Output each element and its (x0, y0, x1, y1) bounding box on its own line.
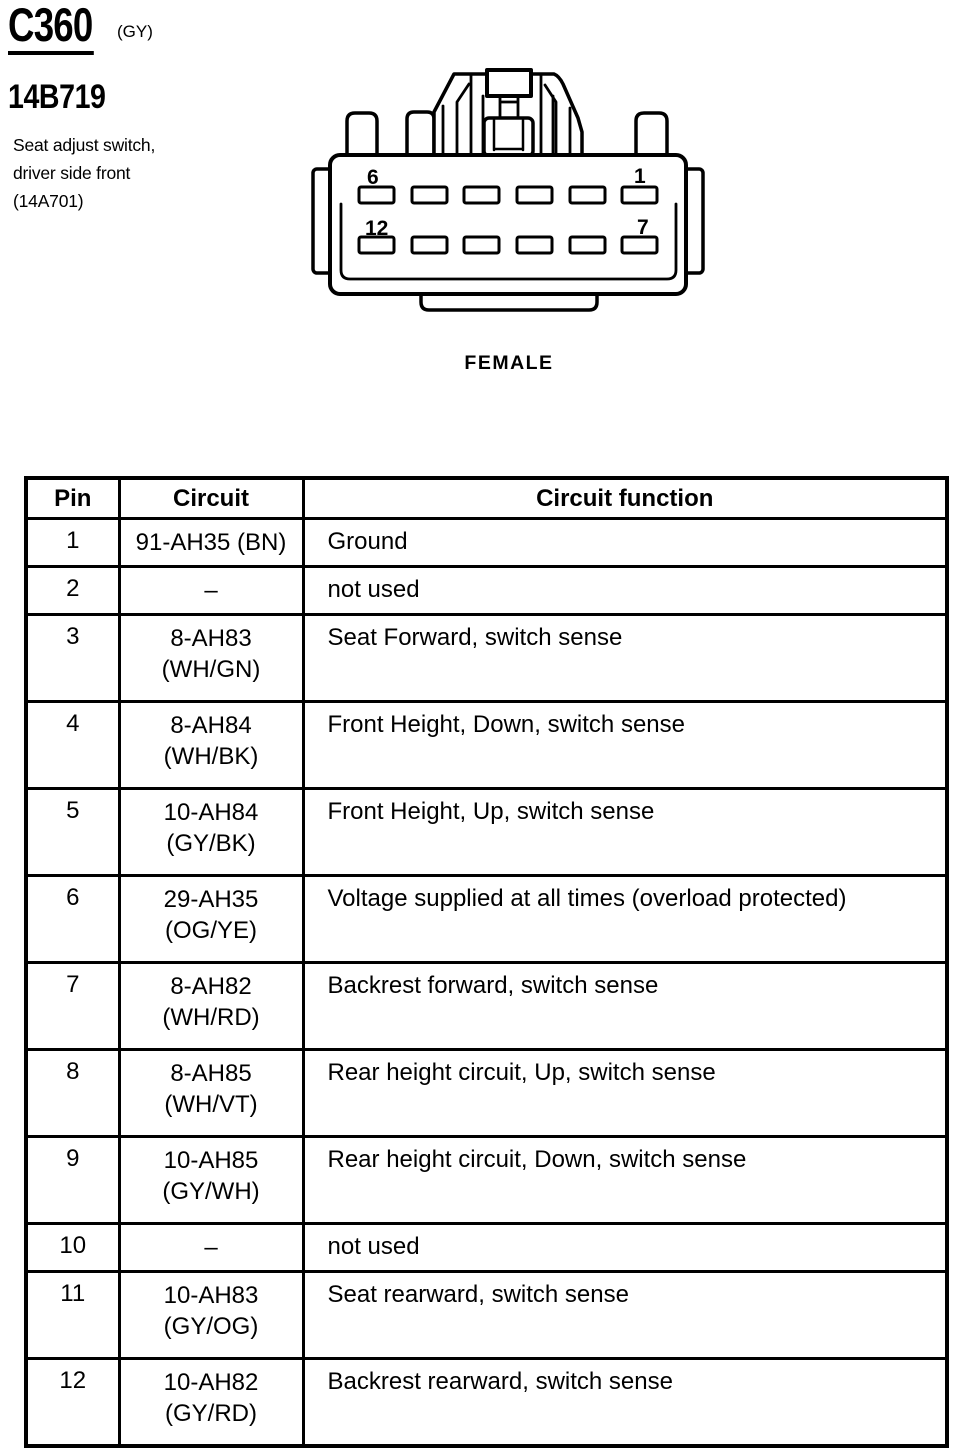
circuit-code: 8-AH83 (170, 625, 252, 652)
circuit-code: – (204, 577, 218, 604)
pinout-table-body (26, 519, 947, 1447)
connector-color-code: (GY) (117, 22, 153, 41)
pin-cavity (517, 237, 552, 253)
circuit-wire-color: (WH/RD) (162, 1004, 260, 1031)
pin-number: 9 (66, 1145, 80, 1172)
circuit-wire-color: (WH/GN) (161, 656, 261, 683)
table-row (26, 1050, 947, 1137)
pin-cavity (570, 237, 605, 253)
pin-cavity (622, 237, 657, 253)
circuit-function-cell (303, 876, 947, 963)
circuit-function-cell (303, 1359, 947, 1447)
circuit-code: 8-AH82 (170, 973, 252, 1000)
pin-number: 1 (66, 527, 80, 554)
circuit-function-cell (303, 1272, 947, 1359)
circuit-code: 91-AH35 (BN) (135, 529, 287, 556)
circuit-cell (119, 1359, 303, 1447)
top-tab (347, 113, 377, 156)
circuit-wire-color: (GY/BK) (166, 830, 256, 857)
pin-cavity (464, 237, 499, 253)
pin-cell (26, 615, 119, 702)
circuit-code: – (204, 1234, 218, 1261)
connector-id-text: C360 (8, 4, 94, 55)
description-line: driver side front (13, 163, 131, 183)
circuit-cell (119, 963, 303, 1050)
part-number-text: 14B719 (8, 78, 106, 116)
pin-label-7: 7 (637, 216, 649, 239)
table-row (26, 567, 947, 615)
column-header-pin: Pin (26, 478, 119, 519)
circuit-function-text: Ground (327, 528, 408, 555)
circuit-function-cell (303, 567, 947, 615)
circuit-code: 10-AH84 (163, 799, 259, 826)
circuit-function-text: Voltage supplied at all times (overload protected) (327, 885, 847, 912)
circuit-function-text: Backrest rearward, switch sense (327, 1368, 673, 1395)
circuit-function-text: Front Height, Up, switch sense (327, 798, 655, 825)
circuit-wire-color: (GY/WH) (162, 1178, 260, 1205)
pin-cavity (412, 187, 447, 203)
pin-cell (26, 963, 119, 1050)
table-row (26, 1224, 947, 1272)
pin-cell (26, 567, 119, 615)
circuit-code: 8-AH85 (170, 1060, 252, 1087)
connector-face-drawing (300, 58, 710, 320)
table-header-row (26, 478, 947, 519)
table-row (26, 789, 947, 876)
circuit-function-text: Seat rearward, switch sense (327, 1281, 629, 1308)
circuit-cell (119, 702, 303, 789)
description-line: Seat adjust switch, (13, 135, 156, 155)
circuit-function-text: not used (327, 576, 420, 603)
part-number (8, 80, 124, 114)
circuit-cell (119, 1272, 303, 1359)
pin-number: 7 (66, 971, 80, 998)
circuit-code: 10-AH82 (163, 1369, 259, 1396)
pin-cell (26, 789, 119, 876)
description-line: (14A701) (13, 191, 84, 211)
connector-description (13, 131, 155, 215)
circuit-cell (119, 615, 303, 702)
table-row (26, 1272, 947, 1359)
circuit-function-cell (303, 963, 947, 1050)
circuit-wire-color: (WH/VT) (164, 1091, 258, 1118)
pin-cavity (517, 187, 552, 203)
column-header-circuit-function: Circuit function (303, 478, 947, 519)
circuit-cell (119, 789, 303, 876)
pin-cavity (359, 187, 394, 203)
pin-number: 10 (59, 1232, 87, 1259)
pin-cell (26, 1137, 119, 1224)
circuit-function-cell (303, 519, 947, 567)
circuit-code: 8-AH84 (170, 712, 252, 739)
table-row (26, 1137, 947, 1224)
table-row (26, 615, 947, 702)
circuit-function-text: not used (327, 1233, 420, 1260)
latch-center-box (484, 118, 533, 156)
pin-number: 5 (66, 797, 80, 824)
circuit-function-cell (303, 702, 947, 789)
top-tab (407, 112, 434, 156)
circuit-cell (119, 1224, 303, 1272)
pinout-table (24, 476, 949, 1448)
pin-number: 2 (66, 575, 80, 602)
table-row (26, 963, 947, 1050)
circuit-function-cell (303, 1050, 947, 1137)
pin-cavity (622, 187, 657, 203)
pin-number: 11 (60, 1280, 86, 1307)
circuit-code: 29-AH35 (163, 886, 259, 913)
pin-label-12: 12 (365, 217, 389, 240)
pin-cavity (464, 187, 499, 203)
table-row (26, 702, 947, 789)
circuit-function-cell (303, 1224, 947, 1272)
circuit-cell (119, 519, 303, 567)
circuit-wire-color: (GY/OG) (163, 1313, 259, 1340)
circuit-wire-color: (OG/YE) (164, 917, 257, 944)
circuit-function-text: Rear height circuit, Up, switch sense (327, 1059, 716, 1086)
circuit-code: 10-AH83 (163, 1282, 259, 1309)
pin-label-1: 1 (634, 165, 646, 188)
pin-cell (26, 519, 119, 567)
table-row (26, 876, 947, 963)
pin-cell (26, 702, 119, 789)
connector-diagram (300, 58, 710, 375)
pin-number: 6 (66, 884, 80, 911)
connector-gender-label: FEMALE (464, 352, 554, 374)
pin-cavity (412, 237, 447, 253)
circuit-function-text: Rear height circuit, Down, switch sense (327, 1146, 747, 1173)
latch-cap (487, 70, 531, 96)
pin-cell (26, 1050, 119, 1137)
circuit-function-cell (303, 1137, 947, 1224)
circuit-function-text: Front Height, Down, switch sense (327, 711, 685, 738)
pin-number: 12 (59, 1367, 87, 1394)
pin-cavity (570, 187, 605, 203)
circuit-cell (119, 1050, 303, 1137)
circuit-cell (119, 567, 303, 615)
circuit-function-text: Seat Forward, switch sense (327, 624, 623, 651)
circuit-cell (119, 876, 303, 963)
table-row (26, 1359, 947, 1447)
pin-cell (26, 1359, 119, 1447)
circuit-cell (119, 1137, 303, 1224)
pin-cell (26, 876, 119, 963)
top-tab (636, 113, 667, 156)
circuit-function-text: Backrest forward, switch sense (327, 972, 659, 999)
circuit-function-cell (303, 789, 947, 876)
pin-cell (26, 1272, 119, 1359)
circuit-wire-color: (WH/BK) (163, 743, 259, 770)
column-header-circuit: Circuit (119, 478, 303, 519)
circuit-wire-color: (GY/RD) (165, 1400, 257, 1427)
pin-number: 4 (66, 710, 80, 737)
pin-number: 8 (66, 1058, 80, 1085)
table-row (26, 519, 947, 567)
pin-number: 3 (66, 623, 80, 650)
pin-cell (26, 1224, 119, 1272)
pin-label-6: 6 (367, 166, 379, 189)
circuit-function-cell (303, 615, 947, 702)
connector-id (8, 0, 118, 55)
circuit-code: 10-AH85 (163, 1147, 259, 1174)
